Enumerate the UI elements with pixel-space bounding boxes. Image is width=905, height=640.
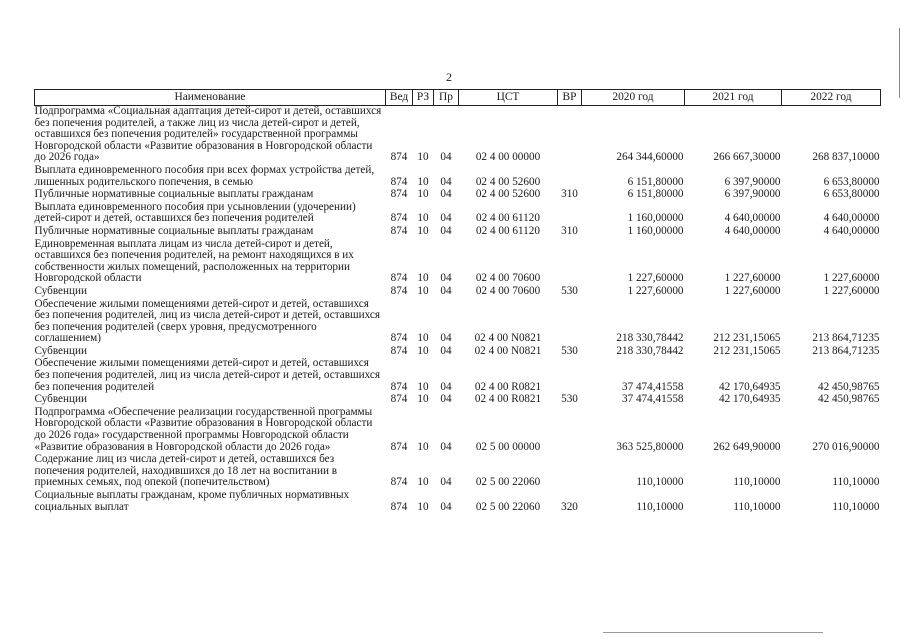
cell-cst: 02 5 00 22060 [475, 476, 541, 489]
cell-vr: 530 [561, 344, 578, 357]
cell-pr: 04 [440, 284, 452, 297]
cell-rz: 10 [417, 284, 429, 297]
table-row [35, 165, 881, 189]
cell-2022: 268 837,10000 [812, 151, 880, 164]
table-header-row [35, 90, 881, 106]
cell-2022: 6 653,80000 [823, 188, 880, 201]
cell-name: Публичные нормативные социальные выплаты гражданам [34, 224, 314, 237]
cell-cst: 02 4 00 61120 [476, 224, 540, 237]
cell-name: Выплата единовременного пособия при всех формах устройства детей, лишенных родительского попечения, в семью [34, 163, 375, 188]
cell-vr [558, 239, 582, 286]
cell-pr: 04 [440, 440, 452, 453]
cell-vr: 530 [561, 393, 578, 406]
header-2022: 2022 год [782, 90, 881, 106]
cell-2020: 1 227,60000 [627, 272, 684, 285]
cell-name: Обеспечение жилыми помещениями детей-сирот и детей, оставшихся без попечения родителей, лиц из числа детей-сирот и детей, оставшихся без попечения родителей (сверх уровня, предусмотренного соглашением) [34, 297, 381, 345]
cell-cst: 02 4 00 N0821 [474, 332, 542, 345]
cell-2021: 42 170,64935 [718, 393, 781, 406]
cell-pr: 04 [440, 151, 452, 164]
budget-table [34, 89, 881, 514]
header-pr: Пр [434, 90, 459, 106]
cell-cst: 02 4 00 52600 [475, 188, 541, 201]
cell-cst: 02 4 00 52600 [475, 175, 541, 188]
cell-name: Подпрограмма «Социальная адаптация детей-сирот и детей, оставшихся без попечения родителей, а также лиц из числа детей-сирот и детей, оставшихся без попечения родителей» государственной программы Новгородской области «Развитие образования в Новгородской области до 2026 года» [34, 105, 382, 164]
table-body [35, 106, 881, 515]
cell-2020: 37 474,41558 [621, 380, 684, 393]
cell-pr: 04 [440, 380, 452, 393]
cell-pr: 04 [440, 332, 452, 345]
cell-2020: 218 330,78442 [616, 332, 684, 345]
cell-ved: 874 [390, 284, 408, 297]
table-row [35, 490, 881, 514]
cell-pr: 04 [440, 188, 452, 201]
header-cst: ЦСТ [459, 90, 558, 106]
table-row [35, 454, 881, 490]
cell-2022: 6 653,80000 [823, 175, 880, 188]
cell-ved: 874 [390, 212, 408, 225]
cell-rz: 10 [417, 500, 429, 513]
cell-2021: 212 231,15065 [713, 332, 781, 345]
cell-cst: 02 4 00 00000 [475, 151, 541, 164]
table-row [35, 239, 881, 286]
cell-2020: 1 227,60000 [627, 284, 684, 297]
header-ved: Вед [386, 90, 413, 106]
cell-2020: 363 525,80000 [616, 440, 684, 453]
cell-pr: 04 [440, 344, 452, 357]
cell-ved: 874 [390, 272, 408, 285]
cell-rz: 10 [417, 380, 429, 393]
cell-cst: 02 4 00 R0821 [474, 380, 542, 393]
cell-ved: 874 [390, 175, 408, 188]
cell-name: Подпрограмма «Обеспечение реализации государственной программы Новгородской области «Развитие образования в Новгородской области до 2026 года» государственной программы Новгородской области «Развитие образования в Новгородской области до 2026 года» [34, 405, 373, 453]
table-row [35, 358, 881, 394]
cell-ved: 874 [390, 440, 408, 453]
cell-ved: 874 [390, 224, 408, 237]
cell-2021: 4 640,00000 [724, 224, 781, 237]
cell-name: Содержание лиц из числа детей-сирот и детей, оставшихся без попечения родителей, находившихся до 18 лет на воспитании в приемных семьях, под опекой (попечительством) [34, 453, 338, 489]
cell-pr: 04 [440, 500, 452, 513]
cell-2022: 213 864,71235 [812, 332, 880, 345]
header-2020: 2020 год [582, 90, 685, 106]
cell-name: Выплата единовременного пособия при усыновлении (удочерении) детей-сирот и детей, оставшихся без попечения родителей [34, 200, 356, 225]
cell-2020: 1 160,00000 [627, 212, 684, 225]
header-name: Наименование [35, 90, 386, 106]
cell-vr [558, 407, 582, 454]
cell-name: Обеспечение жилыми помещениями детей-сирот и детей, оставшихся без попечения родителей, лиц из числа детей-сирот и детей, оставшихся без попечения родителей [34, 357, 381, 393]
cell-pr: 04 [440, 175, 452, 188]
cell-2021: 6 397,90000 [724, 188, 781, 201]
cell-2022: 110,10000 [832, 500, 880, 513]
cell-vr [558, 202, 582, 226]
cell-2022: 1 227,60000 [823, 284, 880, 297]
cell-name: Социальные выплаты гражданам, кроме публичных нормативных социальных выплат [34, 489, 350, 513]
cell-vr: 310 [561, 188, 578, 201]
cell-2021: 212 231,15065 [713, 344, 781, 357]
page-number: 2 [446, 70, 452, 84]
cell-ved: 874 [390, 476, 408, 489]
cell-2020: 218 330,78442 [616, 344, 684, 357]
table-row [35, 226, 881, 239]
cell-2022: 42 450,98765 [817, 393, 880, 406]
header-rz: РЗ [413, 90, 434, 106]
cell-2021: 110,10000 [733, 500, 781, 513]
cell-rz: 10 [417, 151, 429, 164]
table-row [35, 299, 881, 346]
scan-edge-line [899, 28, 900, 98]
cell-2021: 262 649,90000 [713, 440, 781, 453]
cell-rz: 10 [417, 476, 429, 489]
cell-2021: 4 640,00000 [724, 212, 781, 225]
cell-2022: 42 450,98765 [817, 380, 880, 393]
cell-pr: 04 [440, 212, 452, 225]
cell-cst: 02 4 00 N0821 [474, 344, 542, 357]
cell-cst: 02 5 00 00000 [475, 440, 541, 453]
cell-ved: 874 [390, 500, 408, 513]
cell-name: Единовременная выплата лицам из числа детей-сирот и детей, оставшихся без попечения родителей, на ремонт находящихся в их собственности жилых помещений, расположенных на территории Новгородской области [34, 237, 354, 285]
cell-vr [558, 165, 582, 189]
cell-2020: 110,10000 [636, 476, 684, 489]
table-row [35, 202, 881, 226]
cell-2020: 6 151,80000 [627, 175, 684, 188]
cell-name: Субвенции [34, 393, 87, 406]
cell-2021: 6 397,90000 [724, 175, 781, 188]
cell-2020: 6 151,80000 [627, 188, 684, 201]
cell-vr [558, 358, 582, 394]
cell-rz: 10 [417, 272, 429, 285]
cell-name: Публичные нормативные социальные выплаты гражданам [34, 188, 314, 201]
cell-vr: 310 [561, 224, 578, 237]
cell-cst: 02 4 00 70600 [475, 272, 541, 285]
cell-pr: 04 [440, 272, 452, 285]
scan-bottom-line [603, 632, 823, 633]
header-2021: 2021 год [685, 90, 782, 106]
table-row [35, 286, 881, 299]
cell-ved: 874 [390, 344, 408, 357]
cell-2020: 37 474,41558 [621, 393, 684, 406]
cell-rz: 10 [417, 344, 429, 357]
cell-vr [558, 299, 582, 346]
cell-2021: 266 667,30000 [713, 151, 781, 164]
cell-ved: 874 [390, 332, 408, 345]
table-row [35, 394, 881, 407]
table-row [35, 106, 881, 165]
cell-ved: 874 [390, 188, 408, 201]
cell-pr: 04 [440, 393, 452, 406]
cell-pr: 04 [440, 224, 452, 237]
cell-2022: 270 016,90000 [812, 440, 880, 453]
cell-pr: 04 [440, 476, 452, 489]
cell-2020: 110,10000 [636, 500, 684, 513]
cell-name: Субвенции [34, 344, 87, 357]
cell-rz: 10 [417, 440, 429, 453]
cell-2022: 110,10000 [832, 476, 880, 489]
cell-rz: 10 [417, 393, 429, 406]
cell-2022: 4 640,00000 [823, 212, 880, 225]
cell-2022: 4 640,00000 [823, 224, 880, 237]
cell-rz: 10 [417, 332, 429, 345]
cell-vr: 320 [561, 500, 578, 513]
cell-rz: 10 [417, 175, 429, 188]
cell-2020: 1 160,00000 [627, 224, 684, 237]
cell-vr [558, 454, 582, 490]
cell-2021: 42 170,64935 [718, 380, 781, 393]
cell-ved: 874 [390, 151, 408, 164]
cell-cst: 02 4 00 R0821 [474, 393, 542, 406]
cell-rz: 10 [417, 188, 429, 201]
cell-cst: 02 4 00 61120 [476, 212, 540, 225]
cell-2022: 213 864,71235 [812, 344, 880, 357]
cell-cst: 02 5 00 22060 [475, 500, 541, 513]
cell-name: Субвенции [34, 284, 87, 297]
cell-vr: 530 [561, 284, 578, 297]
cell-2021: 1 227,60000 [724, 284, 781, 297]
cell-2021: 1 227,60000 [724, 272, 781, 285]
cell-2022: 1 227,60000 [823, 272, 880, 285]
cell-2020: 264 344,60000 [616, 151, 684, 164]
cell-cst: 02 4 00 70600 [475, 284, 541, 297]
table-row [35, 189, 881, 202]
header-vr: ВР [558, 90, 582, 106]
cell-vr [558, 106, 582, 165]
cell-ved: 874 [390, 380, 408, 393]
cell-2021: 110,10000 [733, 476, 781, 489]
table-row [35, 407, 881, 454]
cell-ved: 874 [390, 393, 408, 406]
cell-rz: 10 [417, 212, 429, 225]
cell-rz: 10 [417, 224, 429, 237]
